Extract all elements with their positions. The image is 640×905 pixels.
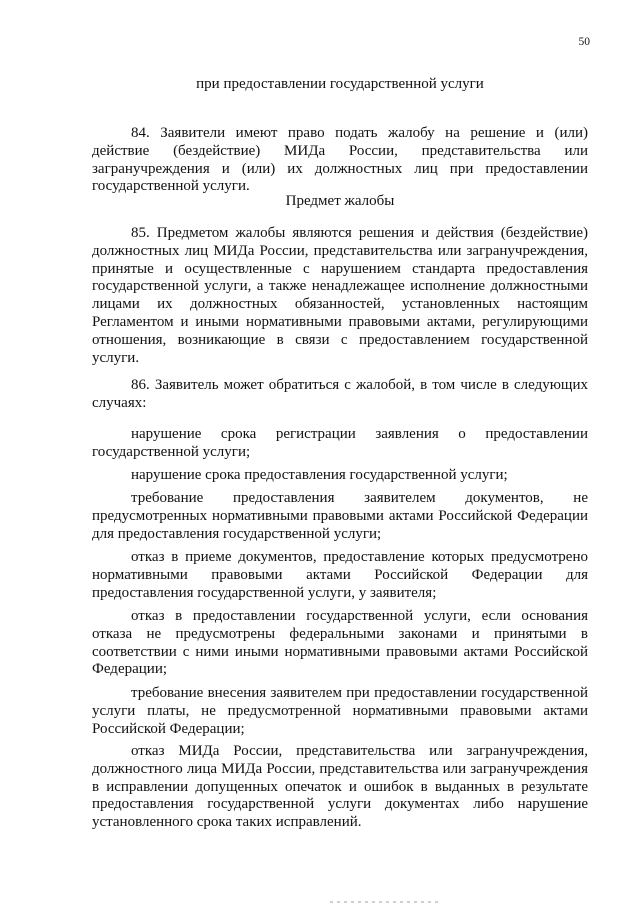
case-5-block: [92, 608, 588, 679]
section-heading: Предмет жалобы: [285, 193, 395, 209]
top-heading-block: [92, 76, 588, 93]
case-item: отказ в предоставлении государственной услуги, если основания отказа не предусмотрены федеральными законами и принятыми в соответствии с ними иными нормативными правовыми актами Российской Федерации;: [92, 608, 588, 678]
case-item: нарушение срока регистрации заявления о предоставлении государственной услуги;: [92, 426, 588, 460]
case-4-block: [92, 549, 588, 602]
case-3-block: [92, 490, 588, 543]
paragraph-85-block: [92, 225, 588, 367]
page-number: 50: [578, 36, 590, 48]
paragraph-84: 84. Заявители имеют право подать жалобу на решение и (или) действие (бездействие) МИДа России, представительства или загранучреждения и (или) их должностных лиц при предоставлении государственной услуги.: [92, 125, 588, 195]
case-6-block: [92, 685, 588, 738]
paragraph-86-block: [92, 377, 588, 413]
case-item: отказ МИДа России, представительства или загранучреждения, должностного лица МИДа России, представительства или загранучреждения в исправлении допущенных опечаток и ошибок в выданных в результате предоставления государственной услуги документах либо нарушение установленного срока таких исправлений.: [92, 743, 588, 831]
case-item: нарушение срока предоставления государственной услуги;: [131, 467, 508, 483]
top-heading: при предоставлении государственной услуги: [196, 76, 484, 92]
paragraph-86: 86. Заявитель может обратиться с жалобой, в том числе в следующих случаях:: [92, 377, 588, 411]
paragraph-85: 85. Предметом жалобы являются решения и действия (бездействие) должностных лиц МИДа России, представительства или загранучреждения, принятые и осуществленные с нарушением стандарта предоставления государственной услуги, а также ненадлежащее исполнение должностными лицами их должностных обязанностей, установленных настоящим Регламентом и иными нормативными правовыми актами, регулирующими отношения, возникающие в связи с предоставлением государственной услуги.: [92, 225, 588, 366]
section-heading-block: [92, 193, 588, 210]
case-7-block: [92, 743, 588, 832]
scan-artifact: [330, 901, 440, 903]
case-1-block: [92, 426, 588, 462]
paragraph-84-block: [92, 125, 588, 196]
case-2-block: [92, 467, 588, 485]
case-item: отказ в приеме документов, предоставление которых предусмотрено нормативными правовыми актами Российской Федерации для предоставления государственной услуги, у заявителя;: [92, 549, 588, 601]
case-item: требование внесения заявителем при предоставлении государственной услуги платы, не предусмотренной нормативными правовыми актами Российской Федерации;: [92, 685, 588, 737]
case-item: требование предоставления заявителем документов, не предусмотренных нормативными правовыми актами Российской Федерации для предоставления государственной услуги;: [92, 490, 588, 542]
